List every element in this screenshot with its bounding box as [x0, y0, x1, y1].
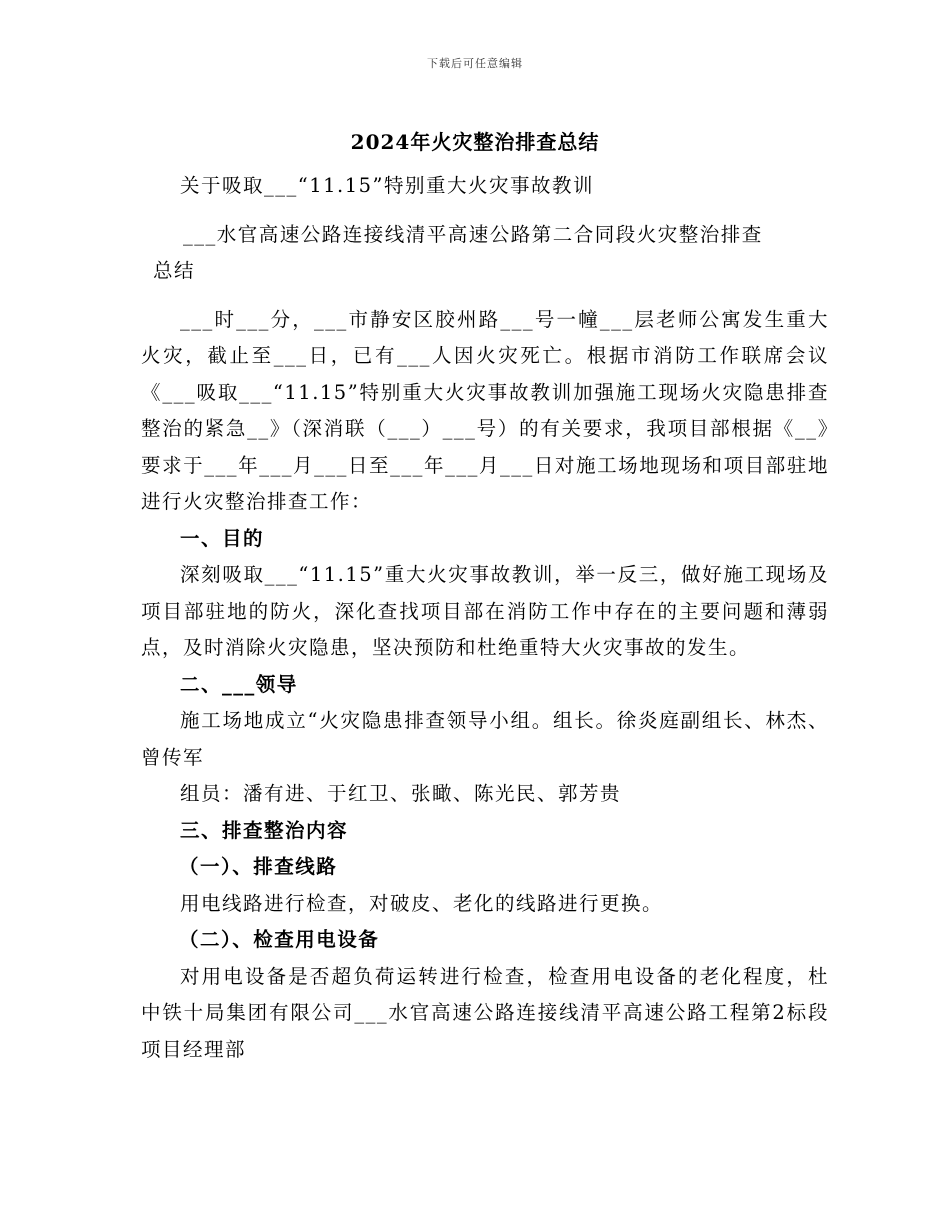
subsection-2-heading: （二）、检查用电设备: [179, 928, 380, 951]
section-2-text: 施工场地成立“火灾隐患排查领导小组。组长。徐炎庭副组长、林杰、曾传军: [141, 709, 829, 769]
subsection-1-text: 用电线路进行检查，对破皮、老化的线路进行更换。: [180, 891, 664, 915]
subtitle-line-2: 总结: [153, 259, 196, 282]
document-body: [141, 168, 829, 1068]
section-2-heading: 二、___领导: [180, 672, 298, 696]
section-2-members: 组员：潘有进、于红卫、张瞰、陈光民、郭芳贵: [180, 782, 622, 805]
document-title: 2024年火灾整治排查总结: [350, 130, 600, 154]
subsection-1-heading: （一）、排查线路: [179, 855, 338, 878]
section-1-heading: 一、目的: [180, 526, 265, 550]
section-1-text: 深刻吸取___“11.15”重大火灾事故教训，举一反三，做好施工现场及项目部驻地的防火，深化查找项目部在消防工作中存在的主要问题和薄弱点，及时消除火灾隐患，坚决预防和杜绝重特大火灾事故的发生。: [141, 563, 829, 659]
header-note: 下载后可任意编辑: [427, 57, 523, 70]
paragraph-1: ___时___分，___市静安区胶州路___号一幢___层老师公寓发生重大火灾，截止至___日，已有___人因火灾死亡。根据市消防工作联席会议《___吸取___“11.15”特别重大火灾事故教训加强施工现场火灾隐患排查整治的紧急__》（深消联（___）___号）的有关要求，我项目部根据《__》要求于___年___月___日至___年___月___日对施工场地现场和项目部驻地进行火灾整治排查工作：: [141, 307, 829, 513]
subtitle-line-1: ___水官高速公路连接线清平高速公路第二合同段火灾整治排查: [183, 222, 763, 246]
subsection-2-text: 对用电设备是否超负荷运转进行检查，检查用电设备的老化程度，杜中铁十局集团有限公司___水官高速公路连接线清平高速公路工程第2标段项目经理部: [141, 964, 829, 1061]
intro-line: 关于吸取___“11.15”特别重大火灾事故教训: [180, 174, 595, 197]
subtitle-block: [141, 217, 829, 290]
section-3-heading: 三、排查整治内容: [180, 818, 349, 842]
